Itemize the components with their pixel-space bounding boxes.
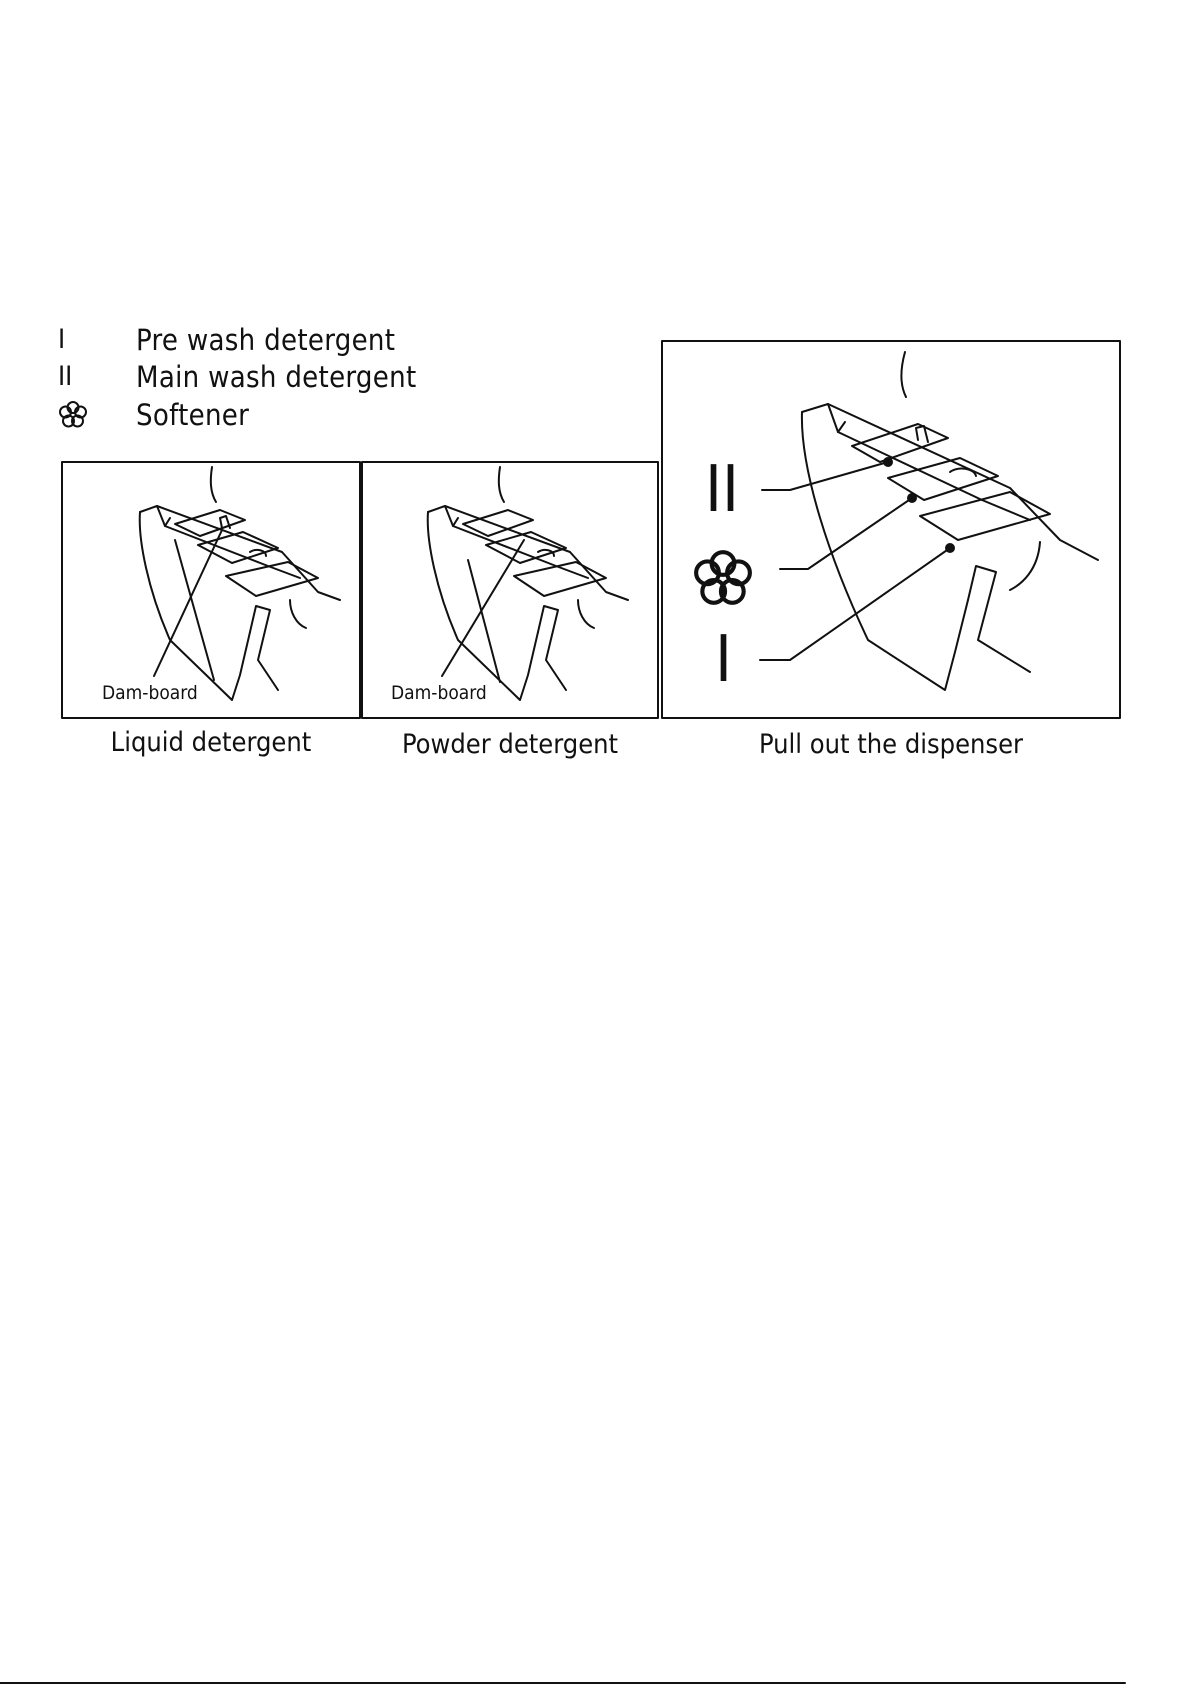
drawer-drawing-liquid <box>140 467 340 700</box>
legend-symbol: II <box>58 361 73 392</box>
panel-frame-powder <box>362 462 658 718</box>
caption-liquid: Liquid detergent <box>110 727 312 758</box>
caption-powder: Powder detergent <box>401 729 619 760</box>
caption-pullout: Pull out the dispenser <box>758 729 1024 760</box>
legend-label: Main wash detergent <box>136 360 417 394</box>
drawer-drawing-pullout <box>760 352 1098 690</box>
callout-mainwash: II <box>705 453 739 527</box>
dam-board-label-powder: Dam-board <box>391 682 487 704</box>
dam-board-label-liquid: Dam-board <box>102 682 198 704</box>
legend-symbol: I <box>58 324 66 355</box>
legend-label: Pre wash detergent <box>136 323 396 357</box>
legend-label: Softener <box>136 398 250 432</box>
flower-softener-icon <box>692 548 754 610</box>
drawer-drawing-powder <box>428 467 628 700</box>
callout-prewash: I <box>715 623 732 697</box>
